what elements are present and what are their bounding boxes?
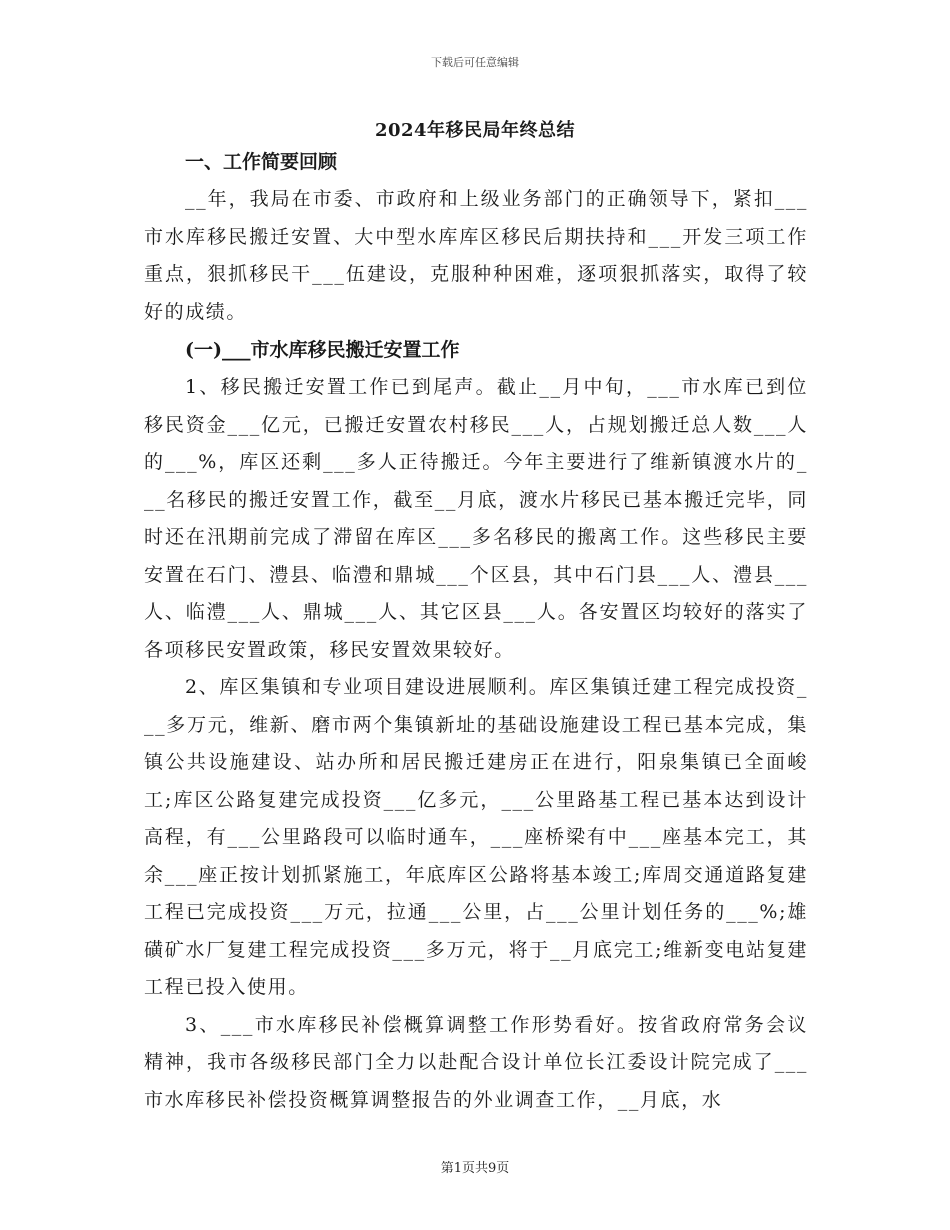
document-title: 2024年移民局年终总结	[374, 120, 576, 141]
paragraph-2: 2、库区集镇和专业项目建设进展顺利。库区集镇迁建工程完成投资___多万元，维新、磨市两个集镇新址的基础设施建设工程已基本完成，集镇公共设施建设、站办所和居民搬迁建房正在进行，阳泉集镇已全面峻工;库区公路复建完成投资___亿多元，___公里路基工程已基本达到设计高程，有___公里路段可以临时通车，___座桥梁有中___座基本完工，其余___座正按计划抓紧施工，年底库区公路将基本竣工;库周交通道路复建工程已完成投资___万元，拉通___公里，占___公里计划任务的___%;雄磺矿水厂复建工程完成投资___多万元，将于__月底完工;维新变电站复建工程已投入使用。	[144, 676, 808, 998]
intro-paragraph: __年，我局在市委、市政府和上级业务部门的正确领导下，紧扣___市水库移民搬迁安置、大中型水库库区移民后期扶持和___开发三项工作重点，狠抓移民干___伍建设，克服种种困难，逐项狠抓落实，取得了较好的成绩。	[144, 188, 808, 323]
section-heading: 一、工作简要回顾	[185, 151, 338, 173]
page-footer: 第1页共9页	[440, 1161, 510, 1176]
subsection-heading: (一)___市水库移民搬迁安置工作	[185, 339, 460, 361]
document-body	[144, 144, 808, 1119]
paragraph-1: 1、移民搬迁安置工作已到尾声。截止__月中旬，___市水库已到位移民资金___亿元，已搬迁安置农村移民___人，占规划搬迁总人数___人的___%，库区还剩___多人正待搬迁。今年主要进行了维新镇渡水片的___名移民的搬迁安置工作，截至__月底，渡水片移民已基本搬迁完毕，同时还在汛期前完成了滞留在库区___多名移民的搬离工作。这些移民主要安置在石门、澧县、临澧和鼎城___个区县，其中石门县___人、澧县___人、临澧___人、鼎城___人、其它区县___人。各安置区均较好的落实了各项移民安置政策，移民安置效果较好。	[144, 376, 808, 661]
header-note: 下载后可任意编辑	[431, 56, 519, 69]
paragraph-3: 3、___市水库移民补偿概算调整工作形势看好。按省政府常务会议精神，我市各级移民部门全力以赴配合设计单位长江委设计院完成了___市水库移民补偿投资概算调整报告的外业调查工作，__月底，水	[144, 1013, 808, 1111]
